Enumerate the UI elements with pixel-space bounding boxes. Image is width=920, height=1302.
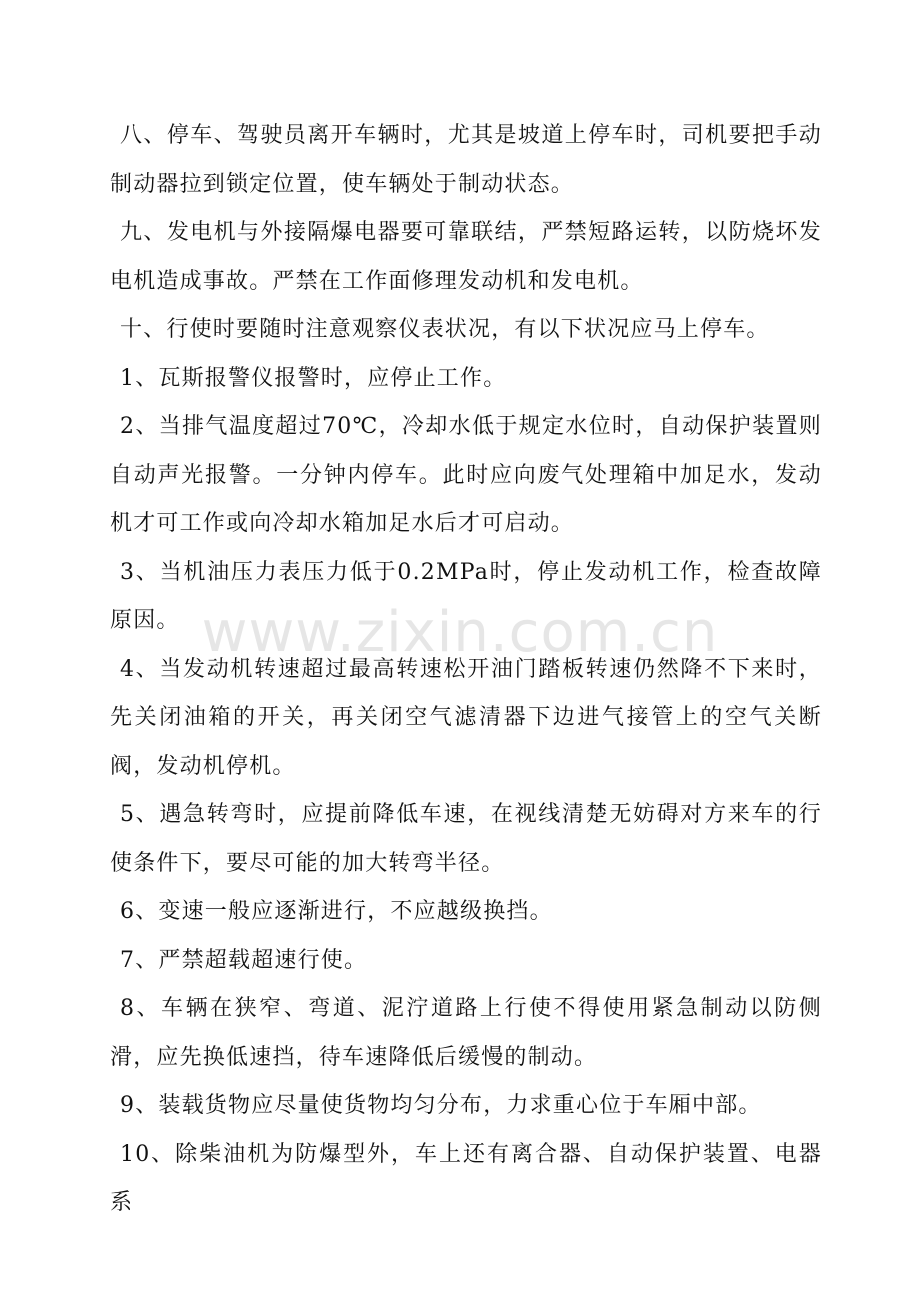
paragraph-10: 十、行使时要随时注意观察仪表状况，有以下状况应马上停车。: [120, 317, 770, 342]
paragraph-8: 八、停车、驾驶员离开车辆时，尤其是坡道上停车时，司机要把手动制动器拉到锁定位置，使车辆处于制动状态。: [110, 123, 822, 197]
list-item-10: 10、除柴油机为防爆型外，车上还有离合器、自动保护装置、电器系: [110, 1141, 822, 1215]
list-item-6: 6、变速一般应逐渐进行，不应越级换挡。: [120, 899, 553, 924]
paragraph-9: 九、发电机与外接隔爆电器要可靠联结，严禁短路运转，以防烧坏发电机造成事故。严禁在工作面修理发动机和发电机。: [110, 220, 822, 294]
document-body: [110, 112, 822, 1228]
watermark: www.zixin.com.cn: [201, 600, 719, 665]
list-item-9: 9、装载货物应尽量使货物均匀分布，力求重心位于车厢中部。: [120, 1093, 762, 1118]
list-item-2: 2、当排气温度超过70℃，冷却水低于规定水位时，自动保护装置则自动声光报警。一分钟内停车。此时应向废气处理箱中加足水，发动机才可工作或向冷却水箱加足水后才可启动。: [110, 414, 822, 536]
list-item-7: 7、严禁超载超速行使。: [120, 947, 368, 973]
list-item-3: 3、当机油压力表压力低于0.2MPa时，停止发动机工作，检查故障原因。: [110, 559, 822, 633]
list-item-5: 5、遇急转弯时，应提前降低车速，在视线清楚无妨碍对方来车的行使条件下，要尽可能的加大转弯半径。: [110, 802, 822, 876]
list-item-8: 8、车辆在狭窄、弯道、泥泞道路上行使不得使用紧急制动以防侧滑，应先换低速挡，待车速降低后缓慢的制动。: [110, 996, 822, 1070]
list-item-4: 4、当发动机转速超过最高转速松开油门踏板转速仍然降不下来时，先关闭油箱的开关，再关闭空气滤清器下边进气接管上的空气关断阀，发动机停机。: [110, 656, 822, 779]
list-item-1: 1、瓦斯报警仪报警时，应停止工作。: [120, 365, 507, 391]
